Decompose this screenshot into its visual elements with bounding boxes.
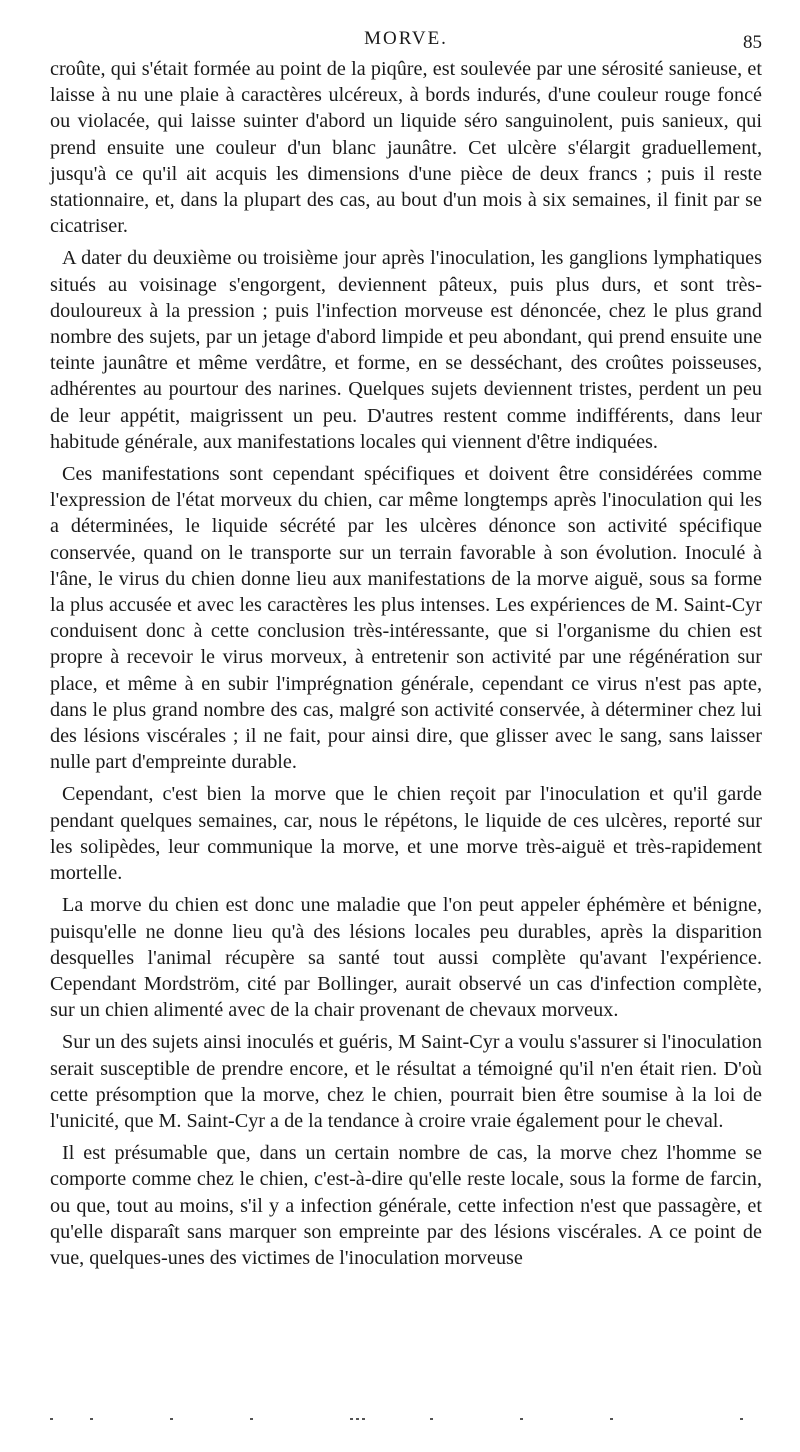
bottom-specks (50, 1418, 762, 1428)
body-text (50, 56, 762, 1271)
paragraph-2: A dater du deuxième ou troisième jour après l'inoculation, les ganglions lymphatiques situés au voisinage s'engorgent, deviennent pâteux, puis plus durs, et sont très-douloureux à la pression ; puis l'infection morveuse est dénoncée, chez le plus grand nombre des sujets, par un jetage d'abord limpide et peu abondant, qui prend ensuite une teinte jaunâtre et même verdâtre, et forme, en se desséchant, des croûtes poisseuses, adhérentes au pourtour des narines. Quelques sujets deviennent tristes, perdent un peu de leur appétit, maigrissent un peu. D'autres restent comme indifférents, dans leur habitude générale, aux manifestations locales qui viennent d'être indiquées. (50, 247, 762, 453)
running-title: MORVE. (364, 28, 448, 49)
paragraph-4: Cependant, c'est bien la morve que le chien reçoit par l'inoculation et qu'il garde pendant quelques semaines, car, nous le répétons, le liquide de ces ulcères, reporté sur les solipèdes, leur communique la morve, et une morve très-aiguë et très-rapidement mortelle. (50, 783, 762, 885)
paragraph-1: croûte, qui s'était formée au point de la piqûre, est soulevée par une sérosité sanieuse, et laisse à nu une plaie à caractères ulcéreux, à bords indurés, d'une couleur rouge foncé ou violacée, qui laisse suinter d'abord un liquide séro sanguinolent, puis sanieux, qui prend ensuite une couleur d'un blanc jaunâtre. Cet ulcère s'élargit graduellement, jusqu'à ce qu'il ait acquis les dimensions d'une pièce de deux francs ; puis il reste stationnaire, et, dans la plupart des cas, au bout d'un mois à six semaines, il finit par se cicatriser. (50, 58, 762, 238)
page-number: 85 (743, 32, 762, 53)
paragraph-3: Ces manifestations sont cependant spécifiques et doivent être considérées comme l'expression de l'état morveux du chien, car même longtemps après l'inoculation qui les a déterminées, le liquide sécrété par les ulcères dénonce son activité spécifique conservée, quand on le transporte sur un terrain favorable à son évolution. Inoculé à l'âne, le virus du chien donne lieu aux manifestations de la morve aiguë, sous sa forme la plus accusée et avec les caractères les plus intenses. Les expériences de M. Saint-Cyr conduisent donc à cette conclusion très-intéressante, que si l'organisme du chien est propre à recevoir le virus morveux, à entretenir son activité par une régénération sur place, et même à en subir l'imprégnation générale, cependant ce virus n'est pas apte, dans le plus grand nombre des cas, malgré son activité conservée, à déterminer chez lui des lésions viscérales ; il ne fait, pour ainsi dire, que glisser avec le sang, sans laisser nulle part d'empreinte durable. (50, 463, 762, 774)
paragraph-5: La morve du chien est donc une maladie que l'on peut appeler éphémère et bénigne, puisqu'elle ne donne lieu qu'à des lésions locales peu durables, après la disparition desquelles l'animal récupère sa santé tout aussi complète qu'avant l'expérience. Cependant Mordström, cité par Bollinger, aurait observé un cas d'infection complète, sur un chien alimenté avec de la chair provenant de chevaux morveux. (50, 894, 762, 1022)
paragraph-7: Il est présumable que, dans un certain nombre de cas, la morve chez l'homme se comporte comme chez le chien, c'est-à-dire qu'elle reste locale, sous la forme de farcin, ou que, tout au moins, s'il y a infection générale, cette infection n'est que passagère, et qu'elle disparaît sans marquer son empreinte par des lésions viscérales. A ce point de vue, quelques-unes des victimes de l'inoculation morveuse (50, 1142, 762, 1269)
running-header (50, 24, 762, 54)
paragraph-6: Sur un des sujets ainsi inoculés et guéris, M Saint-Cyr a voulu s'assurer si l'inoculation serait susceptible de prendre encore, et le résultat a témoigné qu'il n'en était rien. D'où cette présomption que la morve, chez le chien, pourrait bien être soumise à la loi de l'unicité, que M. Saint-Cyr a de la tendance à croire vraie également pour le cheval. (50, 1031, 762, 1132)
